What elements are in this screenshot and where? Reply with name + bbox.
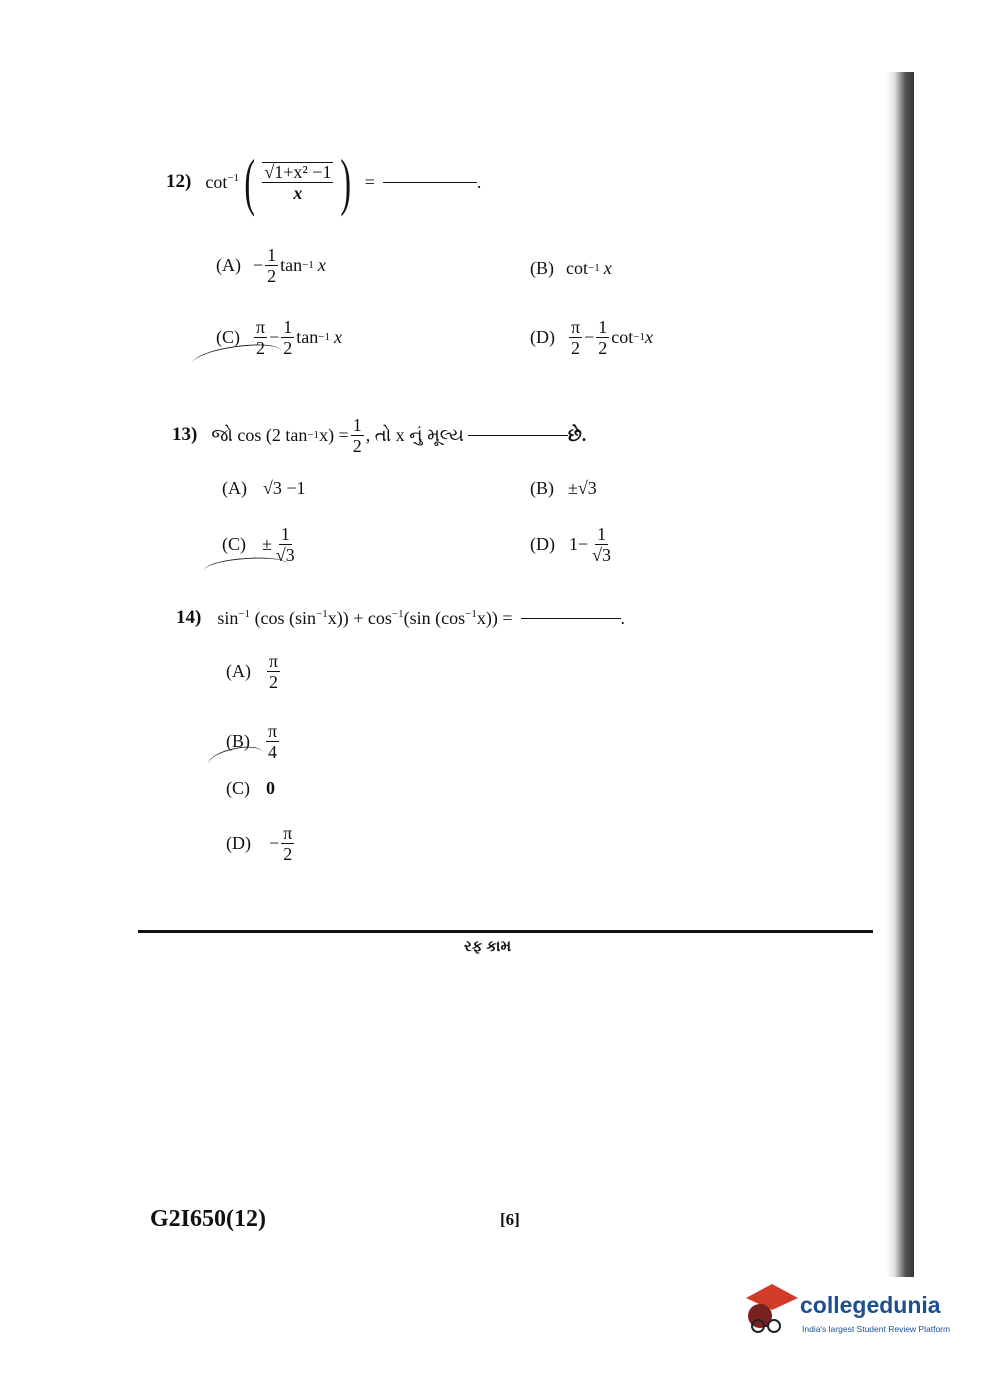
option-label: (D) bbox=[530, 533, 555, 554]
minus-sign: − bbox=[269, 326, 280, 347]
left-paren: ( bbox=[244, 146, 256, 217]
q12-option-d bbox=[530, 312, 653, 362]
minus-sign: − bbox=[253, 254, 264, 275]
func: cot bbox=[611, 326, 634, 347]
q12-option-a bbox=[216, 240, 326, 290]
fraction: $\frac{\pi}{4}$ bbox=[268, 720, 278, 762]
logo-tagline: India's largest Student Review Platform bbox=[802, 1324, 951, 1334]
answer-blank bbox=[521, 618, 621, 619]
fraction: $\frac{1}{2}$ bbox=[267, 244, 277, 286]
minus-sign: − bbox=[584, 326, 595, 347]
q13-end: છે. bbox=[567, 424, 587, 445]
q13-option-a bbox=[222, 472, 306, 504]
right-paren: ) bbox=[340, 146, 352, 217]
q14-option-d bbox=[226, 818, 296, 868]
option-label: (B) bbox=[530, 477, 554, 498]
minus-sign: − bbox=[269, 832, 280, 853]
paper-code: G2I650(12) bbox=[150, 1206, 266, 1232]
collegedunia-logo bbox=[742, 1280, 972, 1342]
question-14 bbox=[176, 602, 625, 634]
option-label: (D) bbox=[530, 326, 555, 347]
plus-minus-sign: ± bbox=[262, 533, 272, 554]
mascot-icon bbox=[742, 1280, 800, 1340]
question-number: 12) bbox=[166, 171, 192, 192]
option-value: √3 −1 bbox=[263, 477, 306, 498]
q12-fraction: $\frac{\text{√1+x² −1}}{x}$ bbox=[264, 162, 332, 203]
fraction: $\frac{\pi}{2}$ bbox=[269, 650, 279, 692]
q13-option-d bbox=[530, 518, 615, 570]
period: . bbox=[476, 171, 482, 192]
question-number: 14) bbox=[176, 607, 202, 628]
q12-func: $\cot^{-1}$ bbox=[205, 171, 240, 192]
option-label: (D) bbox=[226, 832, 251, 853]
fraction: $\frac{\pi}{2}$ bbox=[256, 316, 266, 358]
var: x bbox=[603, 257, 612, 278]
fraction: $\frac{1}{√3}$ bbox=[275, 523, 295, 565]
fraction: $\frac{1}{2}$ bbox=[352, 414, 362, 456]
option-label: (C) bbox=[226, 777, 250, 798]
option-label: (B) bbox=[530, 257, 554, 278]
page-number: [6] bbox=[500, 1210, 520, 1229]
question-number: 13) bbox=[172, 424, 198, 445]
func: tan bbox=[280, 254, 303, 275]
fraction: $\frac{\pi}{2}$ bbox=[571, 316, 581, 358]
lead-term: 1− bbox=[569, 533, 589, 554]
option-label: (B) bbox=[226, 730, 250, 751]
logo-title: collegedunia bbox=[800, 1292, 941, 1318]
q14-option-c bbox=[226, 772, 275, 804]
option-label: (A) bbox=[222, 477, 247, 498]
fraction: $\frac{1}{√3}$ bbox=[592, 523, 612, 565]
option-label: (C) bbox=[222, 533, 246, 554]
scan-edge-shadow bbox=[886, 72, 914, 1277]
q14-expression: $\sin^{-1} (\cos$ $(\sin^{-1}x)) + \cos^{-1}(\sin$ $(\cos^{-1}x)$) = bbox=[217, 607, 513, 628]
period: . bbox=[620, 607, 625, 628]
rough-work-label: રફ કામ bbox=[464, 939, 512, 955]
pen-mark bbox=[191, 340, 283, 375]
answer-blank bbox=[468, 435, 568, 436]
option-label: (A) bbox=[216, 254, 241, 275]
var: x bbox=[333, 326, 342, 347]
q13-option-b bbox=[530, 472, 597, 504]
sup: −1 bbox=[633, 331, 645, 343]
option-label: (A) bbox=[226, 660, 251, 681]
pen-mark bbox=[203, 555, 288, 580]
func: tan bbox=[296, 326, 319, 347]
var: x bbox=[317, 254, 326, 275]
fraction: $\frac{\pi}{2}$ bbox=[283, 822, 293, 864]
option-label: (C) bbox=[216, 326, 240, 347]
equals-sign: = bbox=[364, 171, 375, 192]
question-12 bbox=[166, 142, 481, 222]
q13-text-suffix: , તો x નું મૂલ્ય bbox=[365, 424, 464, 445]
sup: −1 bbox=[318, 331, 330, 343]
sup: −1 bbox=[588, 262, 600, 274]
section-divider bbox=[138, 930, 873, 933]
func: cot bbox=[566, 257, 588, 278]
option-value: ±√3 bbox=[568, 477, 597, 498]
option-value: 0 bbox=[266, 777, 275, 798]
fraction: $\frac{1}{2}$ bbox=[598, 316, 608, 358]
sup: −1 bbox=[307, 429, 320, 441]
var: x bbox=[644, 326, 653, 347]
sup: −1 bbox=[302, 259, 314, 271]
pen-mark bbox=[206, 742, 265, 774]
q13-text-prefix: જો cos (2 tan bbox=[211, 424, 308, 445]
fraction: $\frac{1}{2}$ bbox=[283, 316, 293, 358]
answer-blank bbox=[383, 182, 477, 183]
q14-option-a bbox=[226, 646, 282, 696]
q12-option-b bbox=[530, 250, 612, 286]
q13-text-mid: x) = bbox=[319, 424, 349, 445]
question-13 bbox=[172, 410, 586, 460]
